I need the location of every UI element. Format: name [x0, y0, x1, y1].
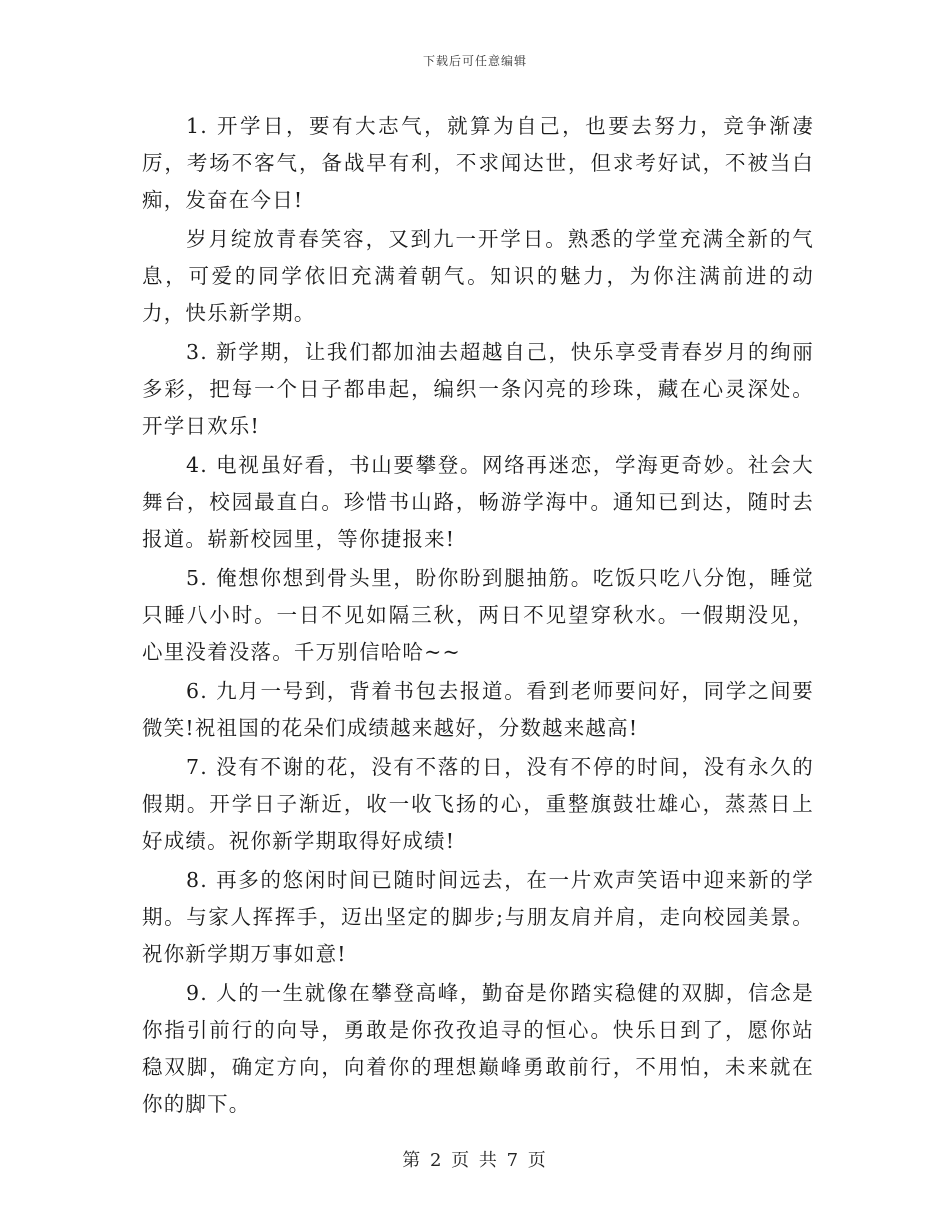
paragraph-9: 9. 人的一生就像在攀登高峰，勤奋是你踏实稳健的双脚，信念是你指引前行的向导，勇敢是你孜孜追寻的恒心。快乐日到了，愿你站稳双脚，确定方向，向着你的理想巅峰勇敢前行，不用怕，未来就在你的脚下。: [142, 981, 814, 1116]
page-header: 下载后可任意编辑: [422, 54, 527, 68]
paragraph-4: 4. 电视虽好看，书山要攀登。网络再迷恋，学海更奇妙。社会大舞台，校园最直白。珍惜书山路，畅游学海中。通知已到达，随时去报道。崭新校园里，等你捷报来!: [142, 453, 814, 551]
paragraph-6: 6. 九月一号到，背着书包去报道。看到老师要问好，同学之间要微笑!祝祖国的花朵们成绩越来越好，分数越来越高!: [142, 679, 814, 740]
paragraph-5: 5. 俺想你想到骨头里，盼你盼到腿抽筋。吃饭只吃八分饱，睡觉只睡八小时。一日不见如隔三秋，两日不见望穿秋水。一假期没见，心里没着没落。千万别信哈哈~~: [142, 566, 814, 664]
document-body: [142, 108, 814, 1125]
paragraph-8: 8. 再多的悠闲时间已随时间远去，在一片欢声笑语中迎来新的学期。与家人挥挥手，迈出坚定的脚步;与朋友肩并肩，走向校园美景。祝你新学期万事如意!: [142, 868, 814, 966]
page-number-footer: 第 2 页 共 7 页: [402, 1150, 548, 1171]
paragraph-2: 岁月绽放青春笑容，又到九一开学日。熟悉的学堂充满全新的气息，可爱的同学依旧充满着朝气。知识的魅力，为你注满前进的动力，快乐新学期。: [142, 227, 814, 325]
paragraph-1: 1. 开学日，要有大志气，就算为自己，也要去努力，竞争渐凄厉，考场不客气，备战早有利，不求闻达世，但求考好试，不被当白痴，发奋在今日!: [142, 114, 814, 212]
paragraph-3: 3. 新学期，让我们都加油去超越自己，快乐享受青春岁月的绚丽多彩，把每一个日子都串起，编织一条闪亮的珍珠，藏在心灵深处。开学日欢乐!: [142, 340, 814, 438]
paragraph-7: 7. 没有不谢的花，没有不落的日，没有不停的时间，没有永久的假期。开学日子渐近，收一收飞扬的心，重整旗鼓壮雄心，蒸蒸日上好成绩。祝你新学期取得好成绩!: [142, 755, 814, 853]
